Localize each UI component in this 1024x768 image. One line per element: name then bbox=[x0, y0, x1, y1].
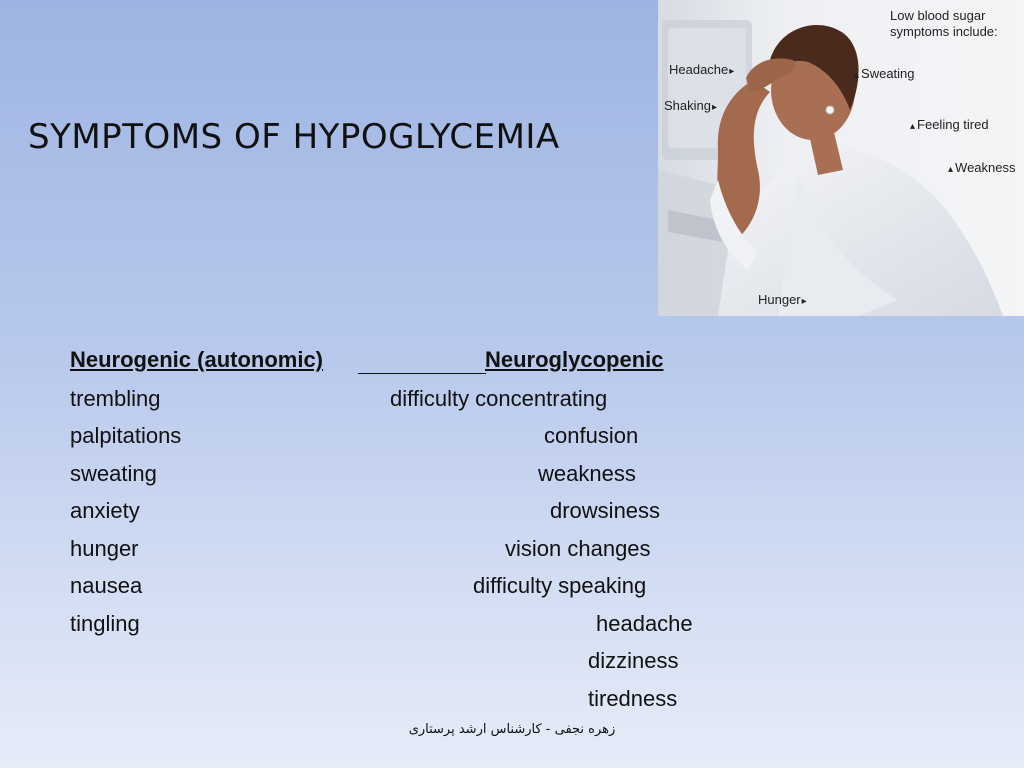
photo-caption bbox=[890, 8, 1020, 40]
neurogenic-item: palpitations bbox=[70, 423, 182, 448]
caption-line-2: symptoms include: bbox=[890, 24, 998, 39]
neuroglycopenic-item: tiredness bbox=[588, 686, 678, 711]
neuroglycopenic-item: difficulty speaking bbox=[473, 573, 647, 598]
neuroglycopenic-item: weakness bbox=[538, 461, 636, 486]
neurogenic-item: hunger bbox=[70, 536, 139, 561]
slide-title: SYMPTOMS OF HYPOGLYCEMIA bbox=[28, 116, 560, 157]
neurogenic-item: tingling bbox=[70, 611, 140, 636]
neuroglycopenic-item: difficulty concentrating bbox=[390, 386, 608, 411]
header-separator bbox=[358, 373, 486, 374]
slide-footer: زهره نجفی - کارشناس ارشد پرستاری bbox=[408, 722, 616, 737]
label-headache: Headache ▸ bbox=[669, 62, 734, 77]
label-weakness: ▴ Weakness bbox=[948, 160, 1016, 175]
neurogenic-item: anxiety bbox=[70, 498, 140, 523]
symptoms-photo bbox=[658, 0, 1024, 316]
label-hunger: Hunger ▸ bbox=[758, 292, 807, 307]
neurogenic-item: sweating bbox=[70, 461, 157, 486]
neuroglycopenic-header: Neuroglycopenic bbox=[485, 347, 664, 372]
label-sweating: ▴ Sweating bbox=[854, 66, 915, 81]
neuroglycopenic-item: drowsiness bbox=[550, 498, 661, 523]
neurogenic-header: Neurogenic (autonomic) bbox=[70, 347, 324, 372]
neuroglycopenic-item: confusion bbox=[544, 423, 639, 448]
neuroglycopenic-item: vision changes bbox=[505, 536, 651, 561]
label-shaking: Shaking ▸ bbox=[664, 98, 717, 113]
neurogenic-item: nausea bbox=[70, 573, 143, 598]
caption-line-1: Low blood sugar bbox=[890, 8, 986, 23]
neuroglycopenic-item: dizziness bbox=[588, 648, 679, 673]
woman-illustration bbox=[658, 0, 1024, 316]
neuroglycopenic-item: headache bbox=[596, 611, 693, 636]
neurogenic-item: trembling bbox=[70, 386, 161, 411]
label-feeling-tired: ▴ Feeling tired bbox=[910, 117, 989, 132]
